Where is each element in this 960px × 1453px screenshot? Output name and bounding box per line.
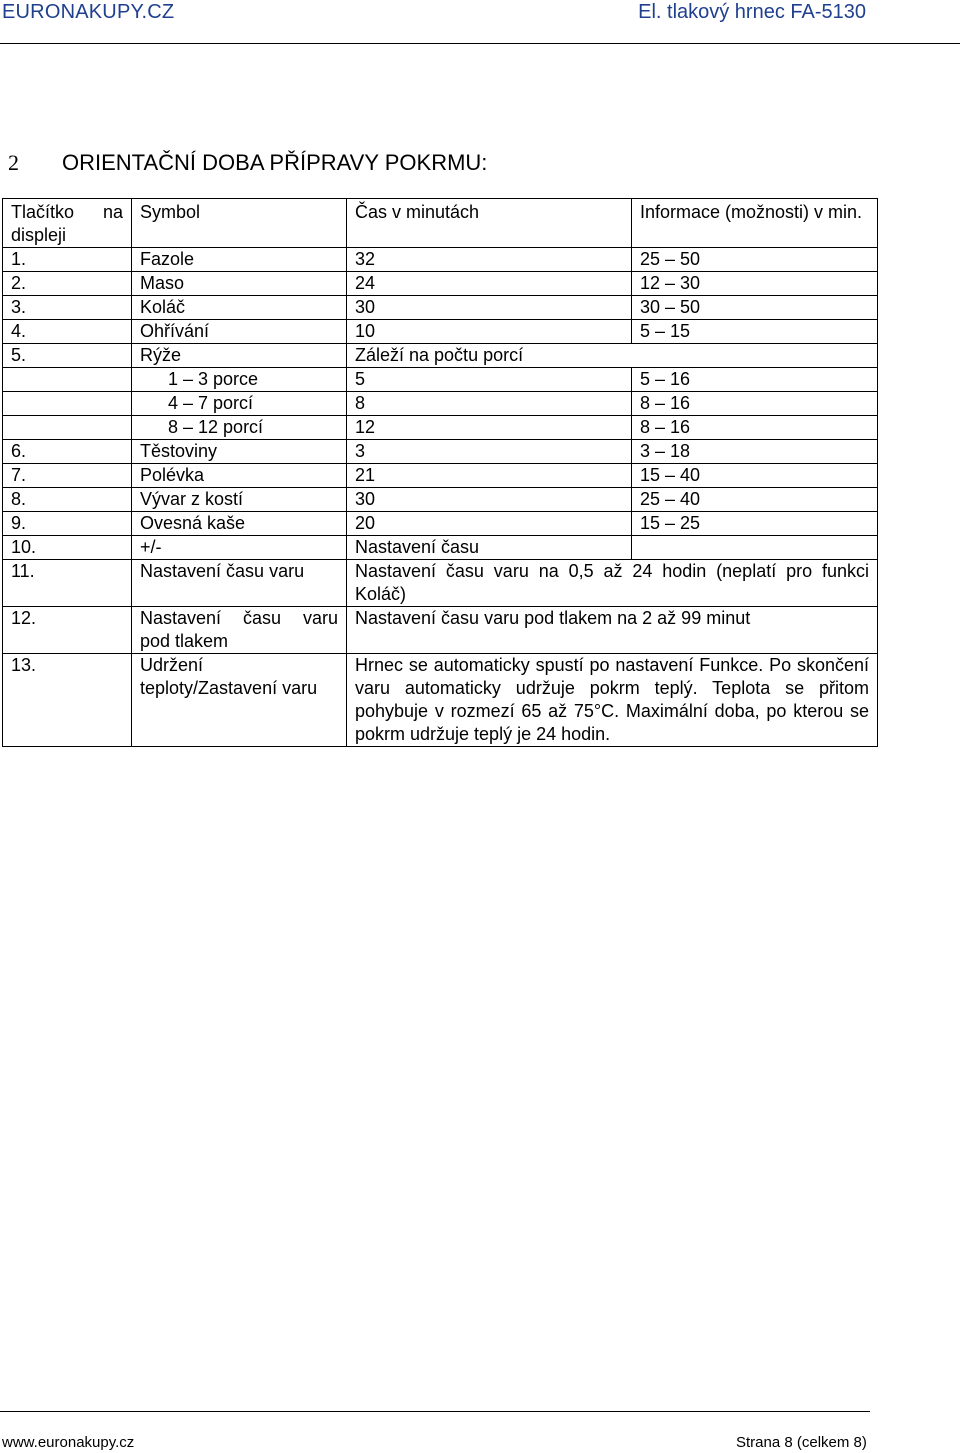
cell-symbol: Nastavení času varu (132, 560, 347, 607)
table-row (3, 488, 878, 512)
cell-info: 5 – 16 (632, 368, 878, 392)
header-cell-symbol: Symbol (132, 199, 347, 248)
header-product-title: El. tlakový hrnec FA-5130 (638, 1, 866, 23)
cell-button: 10. (3, 536, 132, 560)
cell-symbol: Rýže (132, 344, 347, 368)
cell-button: 2. (3, 272, 132, 296)
cell-symbol: +/- (132, 536, 347, 560)
cell-button: 13. (3, 654, 132, 747)
cell-time: 10 (347, 320, 632, 344)
cell-description: Nastavení času varu na 0,5 až 24 hodin (neplatí pro funkci Koláč) (347, 560, 878, 607)
cell-info: 12 – 30 (632, 272, 878, 296)
cell-description: Hrnec se automaticky spustí po nastavení Funkce. Po skončení varu automaticky udržuje pokrm teplý. Teplota se přitom pohybuje v rozmezí 65 až 75°C. Maximální doba, po kterou se pokrm udržuje teplý je 24 hodin. (347, 654, 878, 747)
cell-symbol: Nastavení času varu pod tlakem (132, 607, 347, 654)
cell-button: 8. (3, 488, 132, 512)
cell-button (3, 416, 132, 440)
page-header (0, 0, 960, 24)
cell-info: 5 – 15 (632, 320, 878, 344)
cell-info: 8 – 16 (632, 416, 878, 440)
cell-symbol: Těstoviny (132, 440, 347, 464)
cell-symbol: Fazole (132, 248, 347, 272)
cell-info: 3 – 18 (632, 440, 878, 464)
table-row (3, 368, 878, 392)
cell-symbol: 8 – 12 porcí (132, 416, 347, 440)
table-row (3, 654, 878, 747)
cell-time: 12 (347, 416, 632, 440)
cell-symbol: 1 – 3 porce (132, 368, 347, 392)
table-row (3, 248, 878, 272)
cell-button: 3. (3, 296, 132, 320)
cell-button: 1. (3, 248, 132, 272)
cell-info: 15 – 25 (632, 512, 878, 536)
cell-info: 25 – 50 (632, 248, 878, 272)
cell-time: Záleží na počtu porcí (347, 344, 878, 368)
cell-button: 5. (3, 344, 132, 368)
footer-page-number: Strana 8 (celkem 8) (736, 1434, 867, 1451)
header-divider (0, 43, 960, 44)
cell-info: 15 – 40 (632, 464, 878, 488)
cell-time: 30 (347, 296, 632, 320)
table-row (3, 392, 878, 416)
cell-button: 6. (3, 440, 132, 464)
table-header-row (3, 199, 878, 248)
cell-symbol: 4 – 7 porcí (132, 392, 347, 416)
footer-divider (0, 1411, 870, 1412)
cell-symbol: Udržení teploty/Zastavení varu (132, 654, 347, 747)
header-cell-button: Tlačítko na displeji (3, 199, 132, 248)
header-cell-time: Čas v minutách (347, 199, 632, 248)
table-row (3, 344, 878, 368)
cell-time: 30 (347, 488, 632, 512)
cell-symbol: Koláč (132, 296, 347, 320)
cell-info (632, 536, 878, 560)
cell-symbol: Polévka (132, 464, 347, 488)
footer-website: www.euronakupy.cz (2, 1434, 135, 1451)
cell-time: 5 (347, 368, 632, 392)
cell-info: 8 – 16 (632, 392, 878, 416)
cell-time: 20 (347, 512, 632, 536)
cell-info: 30 – 50 (632, 296, 878, 320)
cell-time: 3 (347, 440, 632, 464)
table-row (3, 296, 878, 320)
table-row (3, 607, 878, 654)
header-cell-info: Informace (možnosti) v min. (632, 199, 878, 248)
section-number: 2 (8, 150, 19, 175)
cell-time: 21 (347, 464, 632, 488)
table-row (3, 512, 878, 536)
cell-symbol: Ohřívání (132, 320, 347, 344)
cell-button (3, 392, 132, 416)
cell-time: Nastavení času (347, 536, 632, 560)
table-row (3, 560, 878, 607)
table-row (3, 320, 878, 344)
cell-button (3, 368, 132, 392)
cell-time: 8 (347, 392, 632, 416)
cell-symbol: Maso (132, 272, 347, 296)
section-title: ORIENTAČNÍ DOBA PŘÍPRAVY POKRMU: (62, 150, 488, 175)
cell-button: 9. (3, 512, 132, 536)
cell-button: 4. (3, 320, 132, 344)
cooking-time-table (2, 198, 878, 747)
header-brand: EURONAKUPY.CZ (2, 1, 175, 23)
cell-symbol: Vývar z kostí (132, 488, 347, 512)
cell-button: 7. (3, 464, 132, 488)
table-row (3, 272, 878, 296)
cell-description: Nastavení času varu pod tlakem na 2 až 99 minut (347, 607, 878, 654)
table-row (3, 416, 878, 440)
cell-time: 32 (347, 248, 632, 272)
table-row (3, 440, 878, 464)
cell-button: 11. (3, 560, 132, 607)
cell-time: 24 (347, 272, 632, 296)
cell-button: 12. (3, 607, 132, 654)
section-heading (8, 148, 487, 178)
table-row (3, 536, 878, 560)
cell-symbol: Ovesná kaše (132, 512, 347, 536)
cell-info: 25 – 40 (632, 488, 878, 512)
table-row (3, 464, 878, 488)
